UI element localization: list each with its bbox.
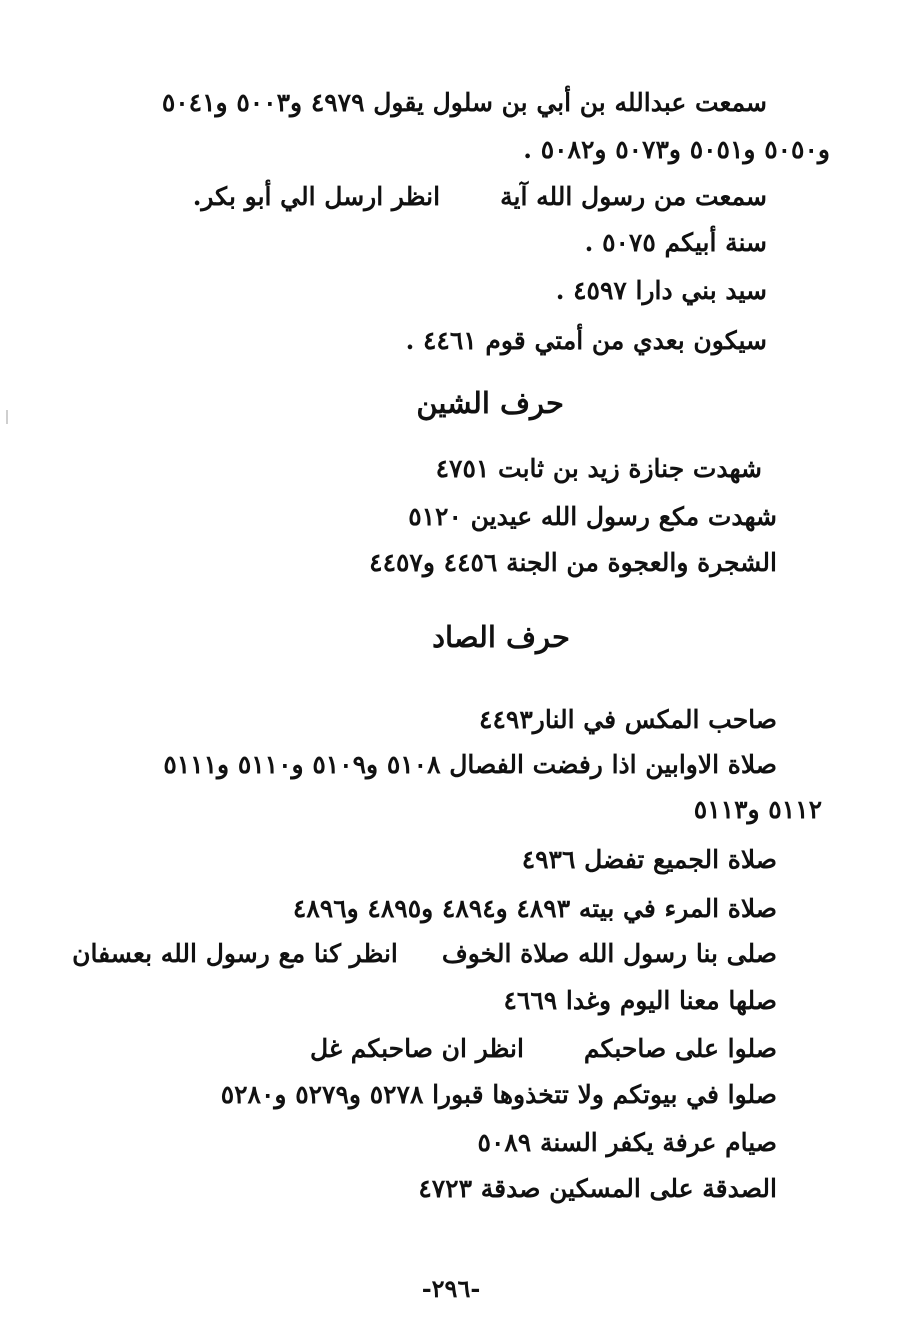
entry-text: صلى بنا رسول الله صلاة الخوف [441, 939, 777, 968]
entry-line: سيد بني دارا ٤٥٩٧ . [555, 276, 767, 305]
entry-line: شهدت جنازة زيد بن ثابت ٤٧٥١ [435, 454, 762, 483]
cross-reference: انظر ان صاحبكم غل [309, 1034, 524, 1063]
entry-line: الصدقة على المسكين صدقة ٤٧٢٣ [418, 1174, 777, 1203]
cross-reference: انظر كنا مع رسول الله بعسفان [72, 939, 398, 968]
entry-text: سمعت من رسول الله آية [500, 182, 767, 211]
entry-text: صلوا على صاحبكم [583, 1034, 777, 1063]
entry-line: و٥٠٥٠ و٥٠٥١ و٥٠٧٣ و٥٠٨٢ . [523, 135, 830, 164]
entry-line: صلاة الاوابين اذا رفضت الفصال ٥١٠٨ و٥١٠٩ و٥١١٠ و٥١١١ [163, 750, 777, 779]
entry-line: صلوا في بيوتكم ولا تتخذوها قبورا ٥٢٧٨ و٥٢٧٩ و٥٢٨٠ [220, 1080, 777, 1109]
entry-line: الشجرة والعجوة من الجنة ٤٤٥٦ و٤٤٥٧ [369, 548, 777, 577]
cross-reference: انظر ارسل الي أبو بكر. [192, 182, 441, 211]
entry-line: صلاة الجميع تفضل ٤٩٣٦ [521, 845, 777, 874]
entry-line: صاحب المكس في النار٤٤٩٣ [479, 705, 777, 734]
entry-line: صلاة المرء في بيته ٤٨٩٣ و٤٨٩٤ و٤٨٩٥ و٤٨٩٦ [292, 894, 777, 923]
entry-line [310, 1032, 777, 1066]
entry-line [193, 180, 767, 214]
entry-line: سنة أبيكم ٥٠٧٥ . [584, 228, 767, 257]
section-heading: حرف الصاد [432, 620, 570, 654]
entry-line: ٥١١٢ و٥١١٣ [693, 795, 822, 824]
entry-line: صيام عرفة يكفر السنة ٥٠٨٩ [477, 1128, 777, 1157]
entry-line: صلها معنا اليوم وغدا ٤٦٦٩ [503, 986, 777, 1015]
entry-line [72, 937, 777, 971]
scan-artifact [6, 410, 8, 424]
entry-line: سيكون بعدي من أمتي قوم ٤٤٦١ . [405, 326, 767, 355]
section-heading: حرف الشين [416, 386, 564, 420]
entry-line: سمعت عبدالله بن أبي بن سلول يقول ٤٩٧٩ و٥٠٠٣ و٥٠٤١ [161, 88, 767, 117]
entry-line: شهدت مكع رسول الله عيدين ٥١٢٠ [408, 502, 777, 531]
page-number: -٢٩٦- [421, 1274, 481, 1303]
